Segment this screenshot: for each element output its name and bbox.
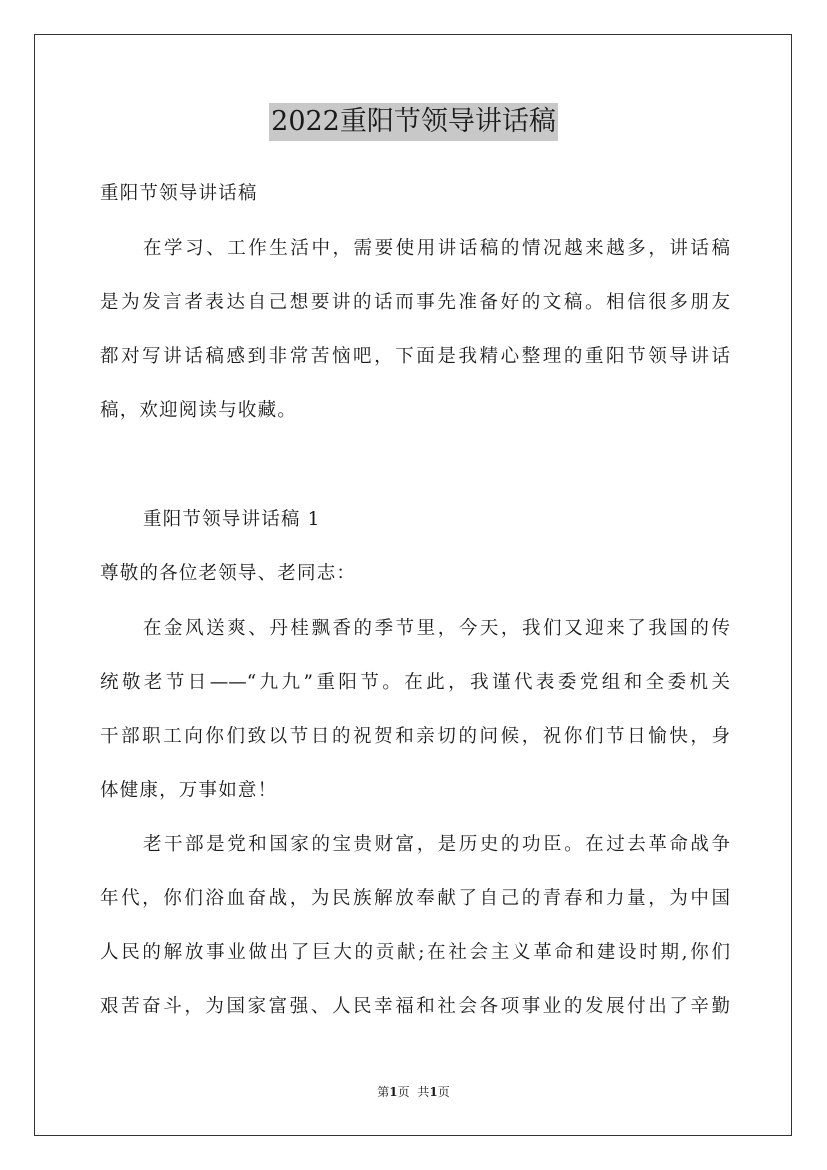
p2-line-4: 艰苦奋斗，为国家富强、人民幸福和社会各项事业的发展付出了辛勤 <box>100 996 730 1017</box>
footer-page-prefix: 第 <box>377 1085 390 1099</box>
intro-line-2: 是为发言者表达自己想要讲的话而事先准备好的文稿。相信很多朋友 <box>100 292 730 313</box>
p1-line-3: 干部职工向你们致以节日的祝贺和亲切的问候，祝你们节日愉快，身 <box>100 726 730 747</box>
footer-total-prefix: 共 <box>417 1085 430 1099</box>
intro-line-1: 在学习、工作生活中，需要使用讲话稿的情况越来越多，讲话稿 <box>143 238 730 259</box>
title-wrap <box>0 103 827 141</box>
p2-line-1: 老干部是党和国家的宝贵财富，是历史的功臣。在过去革命战争 <box>143 834 730 855</box>
intro-line-4: 稿，欢迎阅读与收藏。 <box>100 400 298 421</box>
footer-total-suffix: 页 <box>437 1085 450 1099</box>
p1-line-4: 体健康，万事如意！ <box>100 780 278 801</box>
p2-line-2: 年代，你们浴血奋战，为民族解放奉献了自己的青春和力量，为中国 <box>100 888 730 909</box>
section-heading: 重阳节领导讲话稿 1 <box>143 509 321 530</box>
footer-page-number: 1 <box>389 1085 398 1099</box>
document-subtitle: 重阳节领导讲话稿 <box>100 183 258 204</box>
p2-line-3: 人民的解放事业做出了巨大的贡献;在社会主义革命和建设时期,你们 <box>100 942 730 963</box>
footer-page-suffix: 页 <box>397 1085 410 1099</box>
page-footer <box>0 1083 827 1101</box>
salutation: 尊敬的各位老领导、老同志： <box>100 563 357 584</box>
intro-line-3: 都对写讲话稿感到非常苦恼吧，下面是我精心整理的重阳节领导讲话 <box>100 346 730 367</box>
document-title: 2022重阳节领导讲话稿 <box>269 103 558 141</box>
footer-total-number: 1 <box>429 1085 438 1099</box>
p1-line-2: 统敬老节日——“九九”重阳节。在此，我谨代表委党组和全委机关 <box>100 672 730 693</box>
p1-line-1: 在金风送爽、丹桂飘香的季节里，今天，我们又迎来了我国的传 <box>143 618 730 639</box>
